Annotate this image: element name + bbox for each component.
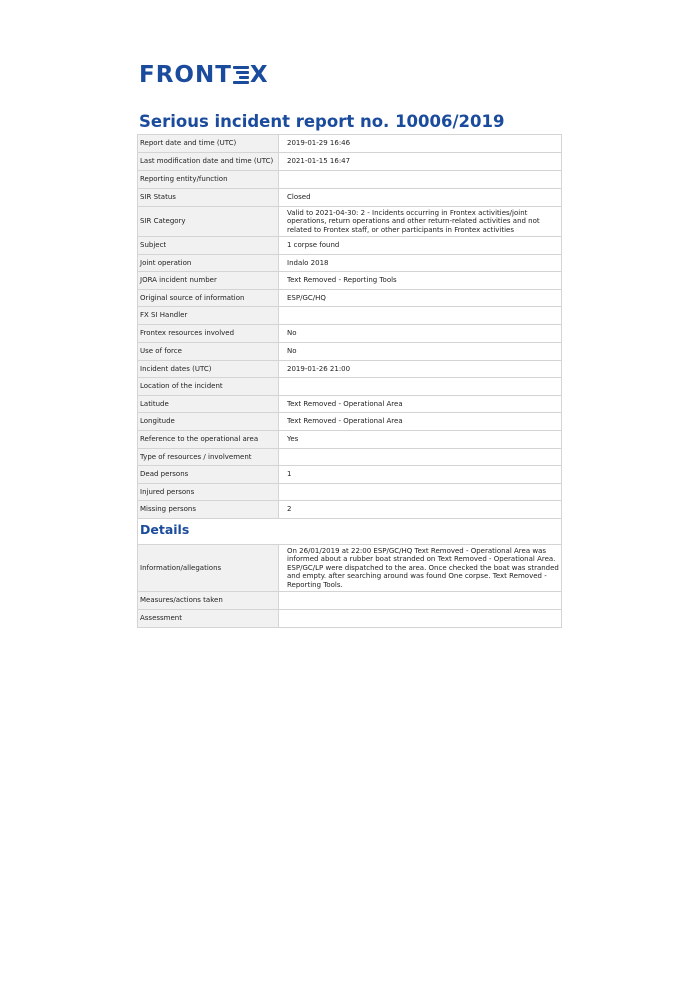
row-label: Injured persons [138, 484, 279, 501]
row-value: Indalo 2018 [279, 255, 562, 272]
row-value: Valid to 2021-04-30: 2 - Incidents occurring in Frontex activities/joint operations, return operations and other return-related activities and not related to Frontex staff, or other participants in Frontex activities [279, 207, 562, 237]
row-label: Reference to the operational area [138, 431, 279, 449]
row-label: Original source of information [138, 290, 279, 307]
row-value: Text Removed - Operational Area [279, 396, 562, 413]
logo-text-front: FRONT [139, 62, 232, 88]
row-label: FX SI Handler [138, 307, 279, 325]
row-label: Reporting entity/function [138, 171, 279, 189]
row-label: Joint operation [138, 255, 279, 272]
row-value: 1 corpse found [279, 237, 562, 255]
table-row [138, 610, 562, 628]
frontex-logo [139, 62, 269, 88]
table-row [138, 325, 562, 343]
row-value [279, 171, 562, 189]
row-label: Dead persons [138, 466, 279, 484]
table-row [138, 307, 562, 325]
details-heading: Details [140, 522, 190, 537]
row-label: Latitude [138, 396, 279, 413]
table-row [138, 545, 562, 592]
page-title: Serious incident report no. 10006/2019 [139, 112, 505, 131]
row-label: Subject [138, 237, 279, 255]
table-row [138, 237, 562, 255]
row-value [279, 610, 562, 628]
row-value: 1 [279, 466, 562, 484]
row-label: Longitude [138, 413, 279, 431]
row-label: Use of force [138, 343, 279, 361]
table-row [138, 396, 562, 413]
table-row [138, 290, 562, 307]
table-row [138, 171, 562, 189]
row-label: Type of resources / involvement [138, 449, 279, 466]
table-row [138, 413, 562, 431]
details-section [137, 518, 562, 544]
row-label: SIR Status [138, 189, 279, 207]
row-value [279, 378, 562, 396]
row-label: Incident dates (UTC) [138, 361, 279, 378]
table-row [138, 135, 562, 153]
logo-stylized-e-icon [233, 66, 249, 84]
table-row [138, 255, 562, 272]
logo-text-x: X [249, 62, 269, 88]
row-value: Text Removed - Operational Area [279, 413, 562, 431]
row-value [279, 592, 562, 610]
row-value: 2019-01-29 16:46 [279, 135, 562, 153]
table-row [138, 592, 562, 610]
row-label: Last modification date and time (UTC) [138, 153, 279, 171]
row-value: No [279, 343, 562, 361]
table-row [138, 466, 562, 484]
row-label: Missing persons [138, 501, 279, 519]
report-table [137, 134, 562, 519]
row-label: SIR Category [138, 207, 279, 237]
row-value: On 26/01/2019 at 22:00 ESP/GC/HQ Text Removed - Operational Area was informed about a rubber boat stranded on Text Removed - Operational Area. ESP/GC/LP were dispatched to the area. Once checked the boat was stranded and empty. after searching around was found One corpse. Text Removed - Reporting Tools. [279, 545, 562, 592]
row-label: Measures/actions taken [138, 592, 279, 610]
row-value: 2 [279, 501, 562, 519]
table-row [138, 501, 562, 519]
row-value: 2019-01-26 21:00 [279, 361, 562, 378]
table-row [138, 361, 562, 378]
table-row [138, 431, 562, 449]
table-row [138, 343, 562, 361]
row-label: Assessment [138, 610, 279, 628]
row-value: 2021-01-15 16:47 [279, 153, 562, 171]
row-label: Frontex resources involved [138, 325, 279, 343]
row-label: JORA incident number [138, 272, 279, 290]
row-value [279, 449, 562, 466]
row-label: Report date and time (UTC) [138, 135, 279, 153]
table-row [138, 378, 562, 396]
details-table [137, 544, 562, 628]
table-row [138, 153, 562, 171]
table-row [138, 484, 562, 501]
table-row [138, 272, 562, 290]
row-value: Text Removed - Reporting Tools [279, 272, 562, 290]
row-label: Information/allegations [138, 545, 279, 592]
row-value [279, 484, 562, 501]
row-label: Location of the incident [138, 378, 279, 396]
table-row [138, 189, 562, 207]
row-value [279, 307, 562, 325]
table-row [138, 207, 562, 237]
row-value: Yes [279, 431, 562, 449]
table-row [138, 449, 562, 466]
row-value: ESP/GC/HQ [279, 290, 562, 307]
row-value: Closed [279, 189, 562, 207]
row-value: No [279, 325, 562, 343]
